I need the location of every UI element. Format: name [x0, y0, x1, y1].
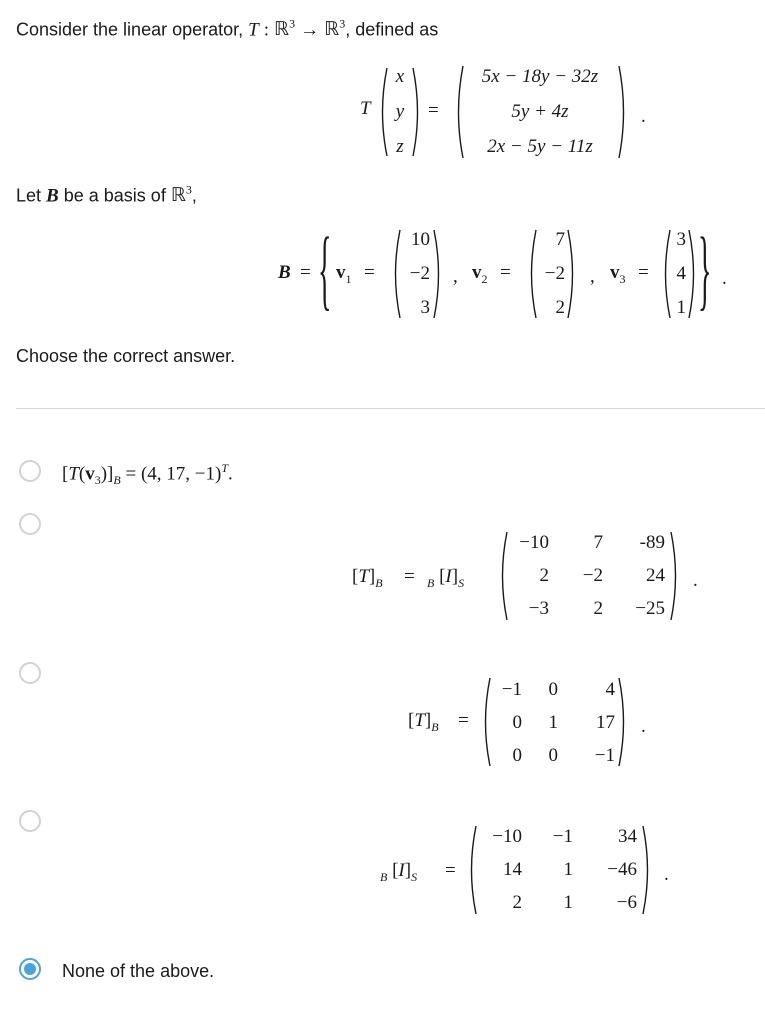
- basis-v1-right-paren: [432, 228, 444, 320]
- definition-equals: =: [428, 100, 439, 121]
- option-b-m21: 2: [539, 565, 549, 586]
- basis-comma-1: ,: [453, 266, 458, 287]
- option-b-right-paren: [669, 530, 681, 622]
- basis-intro-comma: ,: [191, 185, 197, 206]
- option-d-right-paren: [641, 824, 653, 916]
- definition-input-x: x: [395, 66, 405, 87]
- basis-v2-right-paren: [566, 228, 578, 320]
- basis-v3-row2: 4: [676, 263, 686, 284]
- option-c-m21: 0: [512, 712, 522, 733]
- option-b-m22: −2: [582, 565, 603, 586]
- option-d-m13: 34: [618, 826, 637, 847]
- option-c-m32: 0: [548, 745, 558, 766]
- option-d-m32: 1: [563, 892, 573, 913]
- option-d-period: .: [664, 864, 669, 885]
- prompt-text: Choose the correct answer.: [16, 346, 236, 366]
- basis-v2-row2: −2: [544, 263, 565, 284]
- basis-comma-2: ,: [590, 266, 595, 287]
- basis-intro-space: ℝ$^3$: [170, 183, 192, 207]
- definition-output-row2: 5y + 4z: [511, 101, 569, 122]
- option-a-label[interactable]: $[T(v_3)]_B = (4$, 17, −1)$^T$.: [62, 461, 233, 488]
- option-e-label[interactable]: None of the above.: [62, 961, 215, 981]
- option-b-m23: 24: [646, 565, 665, 586]
- intro-operator-T: T: [248, 19, 259, 41]
- basis-v1-left-paren: [390, 228, 402, 320]
- basis-v1-row2: −2: [409, 263, 430, 284]
- option-c-m22: 1: [548, 712, 558, 733]
- option-d-m12: −1: [552, 826, 573, 847]
- basis-intro-middle: be a basis of: [63, 185, 166, 206]
- definition-input-left-paren: [377, 66, 389, 158]
- option-a-radio[interactable]: [19, 460, 41, 482]
- option-b-left-paren: [497, 530, 509, 622]
- option-b-m11: −10: [519, 532, 549, 553]
- option-d-m22: 1: [563, 859, 573, 880]
- option-c-period: .: [641, 716, 646, 737]
- basis-v3-label: $v_3$: [610, 262, 626, 286]
- definition-T: T: [360, 98, 371, 119]
- option-c-m11: −1: [501, 679, 522, 700]
- definition-period: .: [641, 106, 646, 127]
- option-b-rhs: $_B$ $[I]_S$: [427, 566, 465, 590]
- basis-left-brace: {: [318, 222, 332, 322]
- definition-output-row3: 2x − 5y − 11z: [487, 136, 593, 157]
- option-b-m13: -89: [639, 532, 665, 553]
- option-c-m23: 17: [596, 712, 615, 733]
- basis-v2-label: $v_2$: [472, 262, 488, 286]
- divider: [16, 408, 765, 409]
- definition-input-z: z: [396, 136, 404, 157]
- intro-colon: :: [263, 19, 270, 41]
- option-d-m21: 14: [503, 859, 522, 880]
- definition-input-y: y: [395, 101, 405, 122]
- intro-prefix: Consider the linear operator,: [16, 19, 244, 40]
- basis-intro-B: B: [46, 185, 59, 207]
- option-b-lhs: $[T]_B$: [352, 566, 383, 590]
- basis-intro-prefix: Let: [16, 185, 42, 206]
- definition-output-right-paren: [617, 64, 629, 160]
- option-d-lhs: $_B$ $[I]_S$: [380, 860, 418, 884]
- option-c-m12: 0: [548, 679, 558, 700]
- option-d-m11: −10: [492, 826, 522, 847]
- intro-codomain: ℝ$^3$: [324, 17, 346, 41]
- basis-intro-text: [16, 183, 197, 207]
- option-d-m23: −46: [607, 859, 637, 880]
- intro-suffix: , defined as: [345, 19, 439, 40]
- option-c-m33: −1: [594, 745, 615, 766]
- basis-v3-left-paren: [660, 228, 672, 320]
- option-e-radio[interactable]: [19, 958, 41, 980]
- basis-v2-left-paren: [526, 228, 538, 320]
- basis-v1-row3: 3: [420, 297, 430, 318]
- option-b-radio[interactable]: [19, 513, 41, 535]
- definition-output-row1: 5x − 18y − 32z: [481, 66, 599, 87]
- option-c-equals: =: [458, 710, 469, 731]
- option-c-m31: 0: [512, 745, 522, 766]
- option-d-radio[interactable]: [19, 810, 41, 832]
- option-d-equals: =: [445, 860, 456, 881]
- basis-v3-row1: 3: [676, 229, 686, 250]
- basis-right-brace: }: [698, 222, 712, 322]
- basis-v2-row3: 2: [555, 297, 565, 318]
- intro-arrow: →: [300, 19, 320, 41]
- option-b-m33: −25: [635, 598, 665, 619]
- basis-equals: =: [300, 262, 311, 283]
- option-c-m13: 4: [605, 679, 615, 700]
- basis-v2-equals: =: [500, 262, 511, 283]
- basis-v2-row1: 7: [555, 229, 565, 250]
- option-b-equals: =: [404, 566, 415, 587]
- basis-v1-row1: 10: [411, 229, 430, 250]
- option-c-lhs: $[T]_B$: [408, 710, 439, 734]
- basis-B: B: [278, 262, 291, 283]
- option-d-m31: 2: [512, 892, 522, 913]
- basis-v3-row3: 1: [676, 297, 686, 318]
- option-c-left-paren: [480, 676, 492, 768]
- option-c-right-paren: [617, 676, 629, 768]
- option-c-radio[interactable]: [19, 662, 41, 684]
- basis-v1-label: $v_1$: [336, 262, 352, 286]
- option-b-period: .: [693, 570, 698, 591]
- option-d-left-paren: [466, 824, 478, 916]
- basis-v1-equals: =: [364, 262, 375, 283]
- basis-period: .: [722, 268, 727, 289]
- option-b-m32: 2: [593, 598, 603, 619]
- definition-input-right-paren: [411, 66, 423, 158]
- intro-text: [16, 17, 438, 41]
- option-d-m33: −6: [616, 892, 637, 913]
- option-b-m31: −3: [528, 598, 549, 619]
- intro-domain: ℝ$^3$: [274, 17, 296, 41]
- basis-v3-equals: =: [638, 262, 649, 283]
- option-b-m12: 7: [593, 532, 603, 553]
- definition-output-left-paren: [453, 64, 465, 160]
